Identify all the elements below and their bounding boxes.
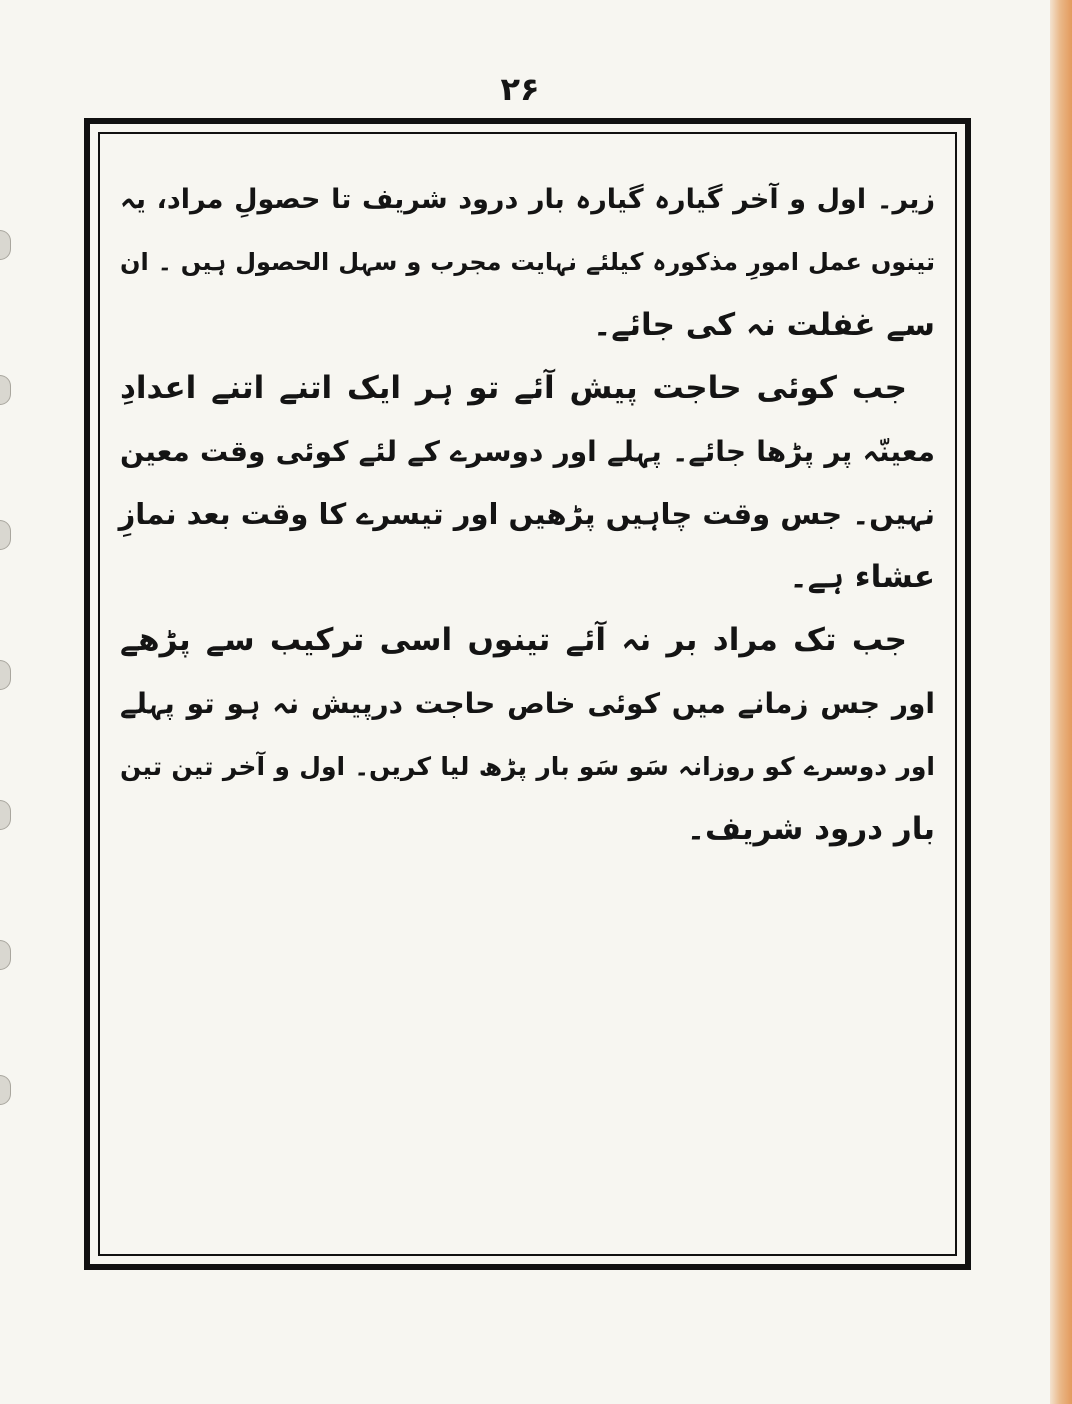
paper-edge — [1050, 0, 1072, 1404]
text-line-2: تینوں عمل امورِ مذکورہ کیلئے نہایت مجرب و سہل الحصول ہیں ۔ ان — [120, 248, 935, 276]
binding-holes — [0, 0, 14, 1404]
text-line-9: اور جس زمانے میں کوئی خاص حاجت درپیش نہ ہو تو پہلے — [120, 687, 935, 720]
binding-hole — [0, 940, 11, 970]
text-line-4: جب کوئی حاجت پیش آئے تو ہر ایک اتنے اتنے اعدادِ — [120, 370, 907, 406]
binding-hole — [0, 520, 11, 550]
text-line-7: عشاء ہے۔ — [789, 559, 935, 595]
binding-hole — [0, 800, 11, 830]
text-line-8: جب تک مراد بر نہ آئے تینوں اسی ترکیب سے پڑھے — [120, 622, 907, 658]
text-line-11: بار درود شریف۔ — [686, 811, 935, 847]
binding-hole — [0, 230, 11, 260]
text-line-5: معینّہ پر پڑھا جائے۔ پہلے اور دوسرے کے لئے کوئی وقت معین — [120, 435, 935, 468]
body-text — [120, 168, 935, 861]
text-line-6: نہیں۔ جس وقت چاہیں پڑھیں اور تیسرے کا وقت بعد نمازِ — [118, 497, 935, 531]
page-number: ۲۶ — [500, 70, 540, 108]
text-line-1: زیر۔ اول و آخر گیارہ گیارہ بار درود شریف تا حصولِ مراد، یہ — [120, 184, 935, 215]
binding-hole — [0, 375, 11, 405]
text-line-10: اور دوسرے کو روزانہ سَو سَو بار پڑھ لیا کریں۔ اول و آخر تین تین — [120, 752, 935, 781]
text-line-3: سے غفلت نہ کی جائے۔ — [593, 307, 935, 343]
binding-hole — [0, 660, 11, 690]
binding-hole — [0, 1075, 11, 1105]
